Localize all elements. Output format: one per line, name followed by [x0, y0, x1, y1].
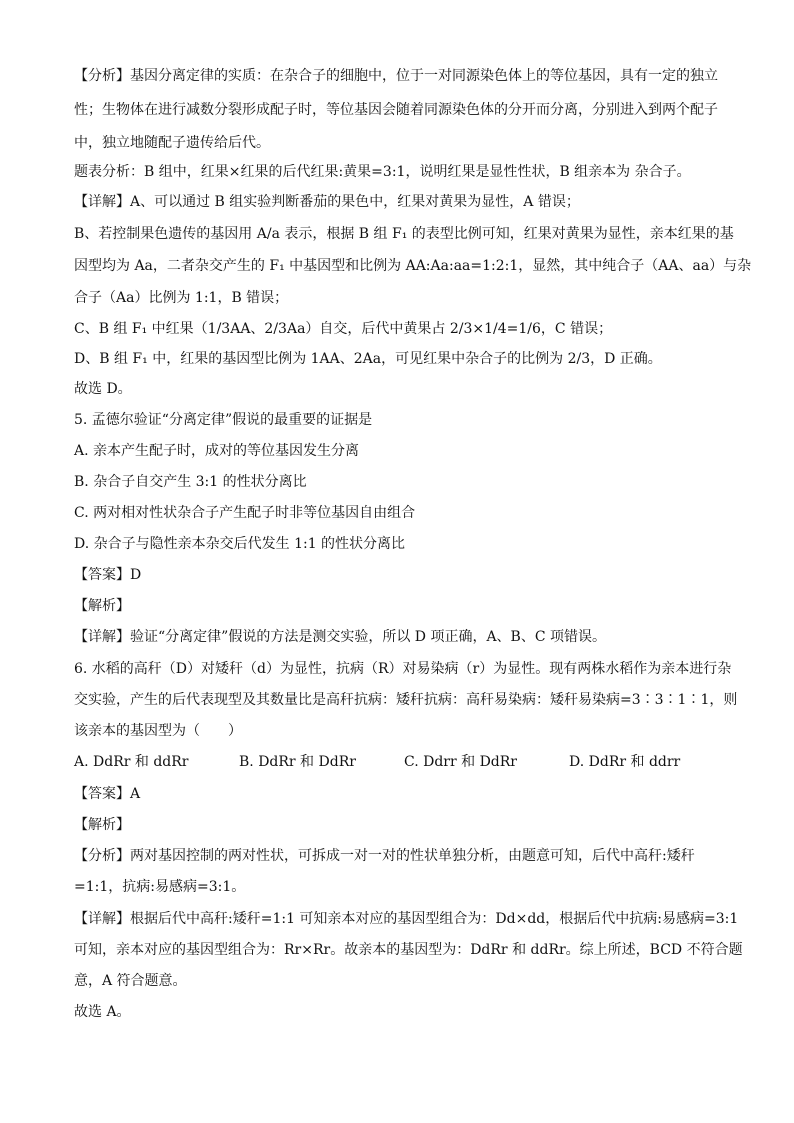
question-6-analysis-1: 【分析】两对基因控制的两对性状，可拆成一对一对的性状单独分析，由题意可知，后代中高秆:矮秆: [74, 848, 695, 864]
analysis-line-1: 【分析】基因分离定律的实质：在杂合子的细胞中，位于一对同源染色体上的等位基因，具有一定的独立: [74, 68, 718, 84]
question-6-conclusion: 故选 A。: [74, 1004, 131, 1020]
question-5-stem: 5. 孟德尔验证“分离定律”假说的最重要的证据是: [74, 412, 373, 428]
question-6-stem-3: 该亲本的基因型为（ ）: [74, 723, 242, 739]
detail-line-1: 【详解】A、可以通过 B 组实验判断番茄的果色中，红果对黄果为显性，A 错误；: [74, 194, 580, 210]
detail-line-2: B、若控制果色遗传的基因用 A/a 表示，根据 B 组 F₁ 的表型比例可知，红果对黄果为显性，亲本红果的基: [74, 226, 734, 242]
detail-line-3: 因型均为 Aa，二者杂交产生的 F₁ 中基因型和比例为 AA:Aa:aa=1:2:1，显然，其中纯合子（AA、aa）与杂: [74, 258, 752, 274]
question-6-jiexi: 【解析】: [74, 817, 130, 833]
question-5-answer: 【答案】D: [74, 567, 142, 583]
question-6-stem-1: 6. 水稻的高秆（D）对矮秆（d）为显性，抗病（R）对易染病（r）为显性。现有两株水稻作为亲本进行杂: [74, 661, 732, 677]
detail-line-4: 合子（Aa）比例为 1:1，B 错误；: [74, 290, 289, 306]
analysis-line-2: 性；生物体在进行减数分裂形成配子时，等位基因会随着同源染色体的分开而分离，分别进入到两个配子: [74, 102, 718, 118]
question-6-option-d: D. DdRr 和 ddrr: [569, 754, 681, 770]
question-6-detail-3: 意，A 符合题意。: [74, 973, 187, 989]
question-6-option-a: A. DdRr 和 ddRr: [74, 754, 189, 770]
question-5-option-d: D. 杂合子与隐性亲本杂交后代发生 1:1 的性状分离比: [74, 536, 406, 552]
question-6-stem-2: 交实验，产生的后代表现型及其数量比是高秆抗病：矮秆抗病：高秆易染病：矮秆易染病=3∶3∶1∶1，则: [74, 692, 738, 708]
question-6-option-b: B. DdRr 和 DdRr: [239, 754, 356, 770]
question-6-option-c: C. Ddrr 和 DdRr: [404, 754, 518, 770]
detail-line-6: D、B 组 F₁ 中，红果的基因型比例为 1AA、2Aa，可见红果中杂合子的比例为 2/3，D 正确。: [74, 351, 662, 367]
detail-line-5: C、B 组 F₁ 中红果（1/3AA、2/3Aa）自交，后代中黄果占 2/3×1/4=1/6，C 错误；: [74, 321, 613, 337]
conclusion-q4: 故选 D。: [74, 381, 132, 397]
question-6-detail-2: 可知，亲本对应的基因型组合为：Rr×Rr。故亲本的基因型为：DdRr 和 ddRr。综上所述，BCD 不符合题: [74, 942, 743, 958]
analysis-line-3: 中，独立地随配子遗传给后代。: [74, 135, 270, 151]
question-6-answer: 【答案】A: [74, 786, 141, 802]
question-6-analysis-2: =1:1，抗病:易感病=3:1。: [74, 879, 246, 895]
question-5-option-b: B. 杂合子自交产生 3:1 的性状分离比: [74, 474, 307, 490]
question-6-options: [74, 752, 734, 772]
question-6-detail-1: 【详解】根据后代中高秆:矮秆=1:1 可知亲本对应的基因型组合为：Dd×dd，根据后代中抗病:易感病=3:1: [74, 911, 739, 927]
question-5-detail: 【详解】验证“分离定律”假说的方法是测交实验，所以 D 项正确，A、B、C 项错误。: [74, 629, 606, 645]
question-5-option-c: C. 两对相对性状杂合子产生配子时非等位基因自由组合: [74, 505, 416, 521]
question-5-option-a: A. 亲本产生配子时，成对的等位基因发生分离: [74, 443, 360, 459]
table-analysis: 题表分析：B 组中，红果×红果的后代红果:黄果=3:1，说明红果是显性性状，B 组亲本为 杂合子。: [74, 164, 691, 180]
question-5-jiexi: 【解析】: [74, 598, 130, 614]
